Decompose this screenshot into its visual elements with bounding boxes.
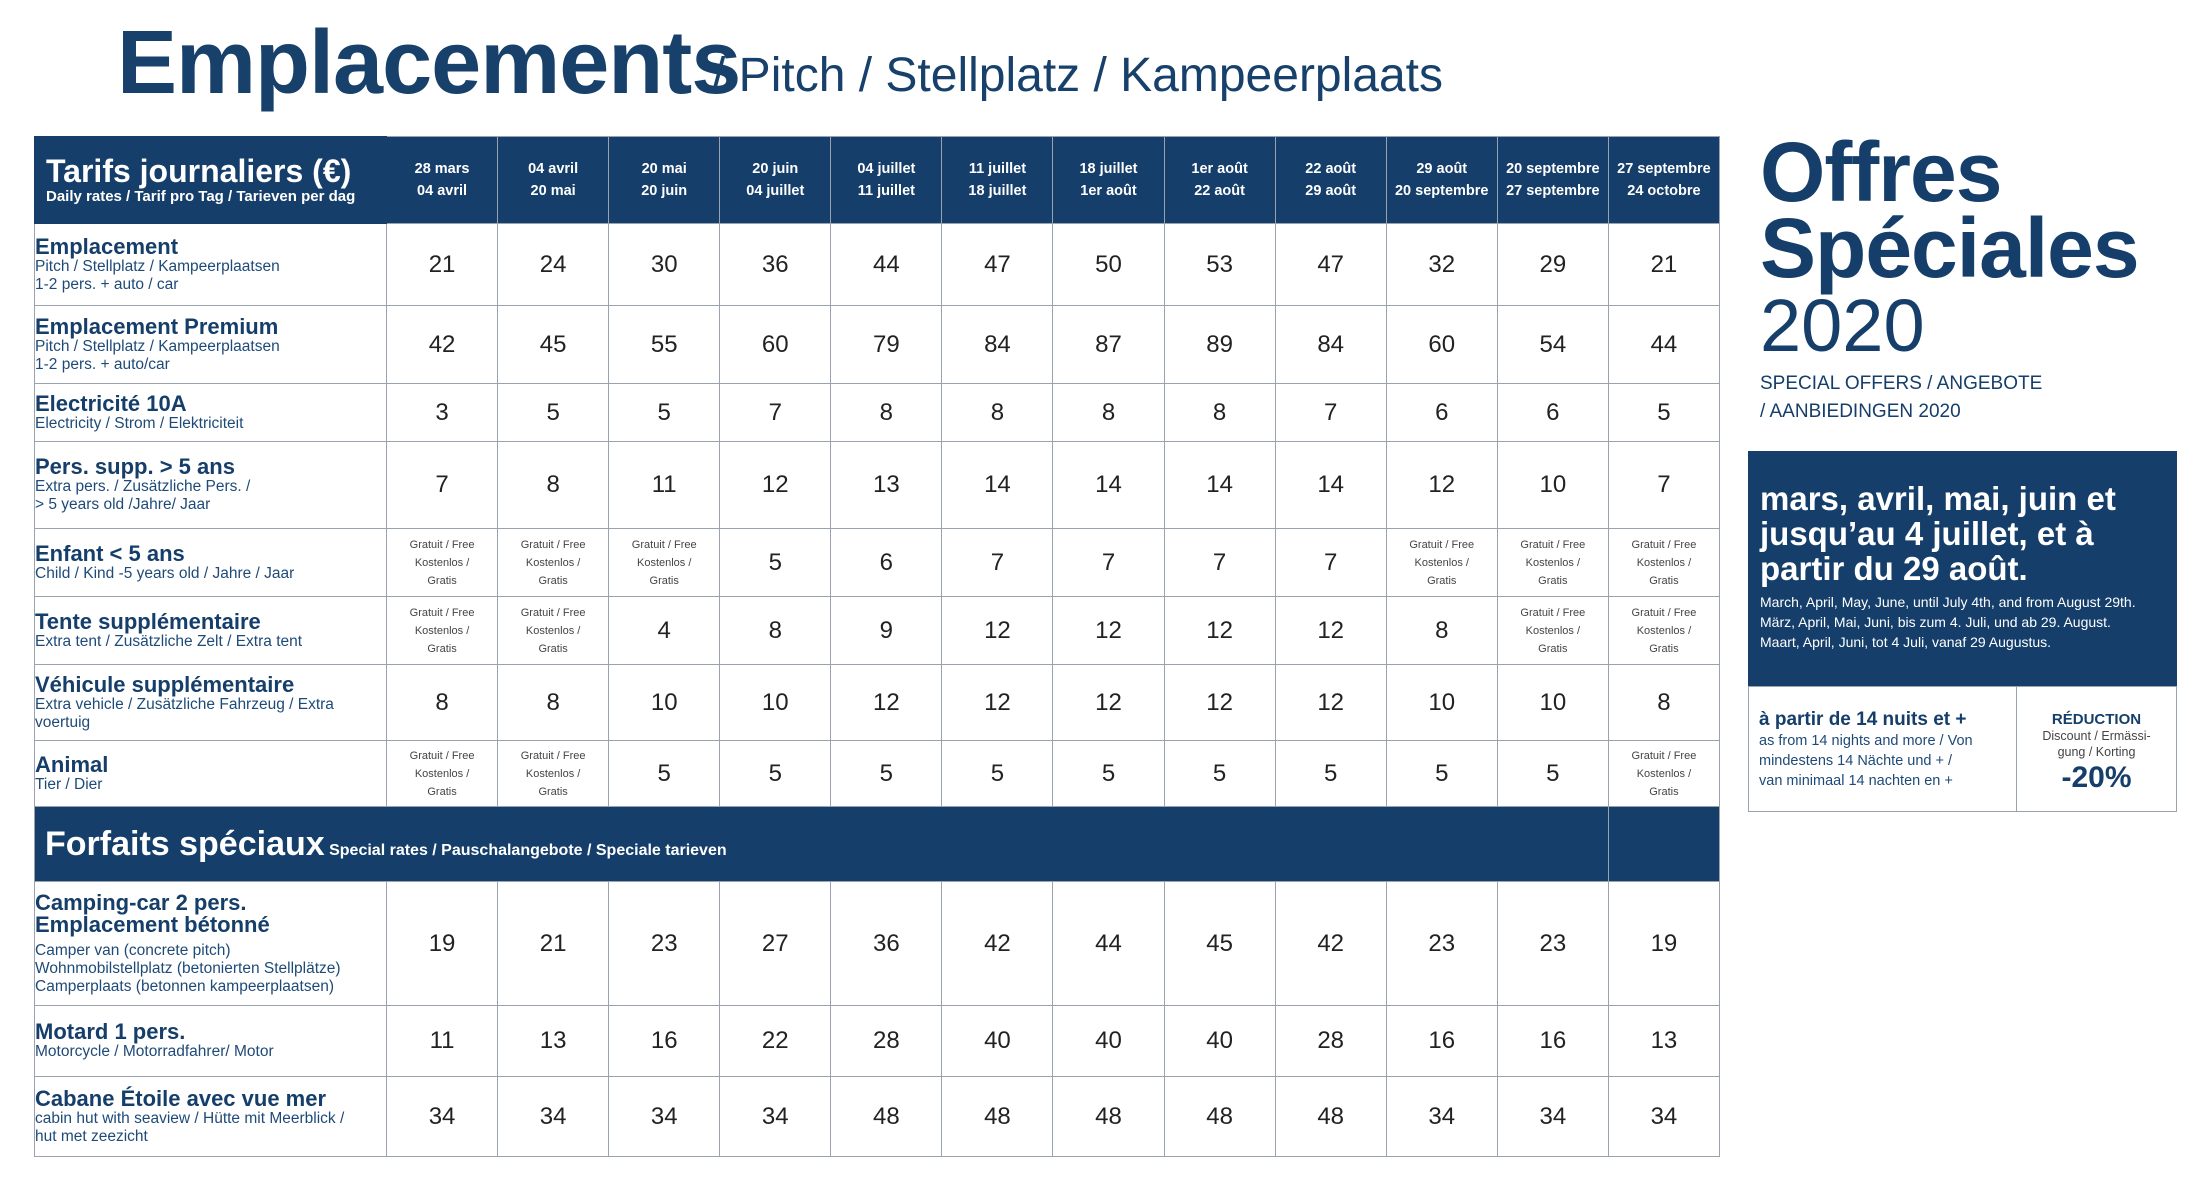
price-cell: 10 xyxy=(1497,442,1608,529)
price-cell: 7 xyxy=(720,384,831,442)
free-label: Gratuit / Free xyxy=(409,538,475,551)
period-to: 20 septembre xyxy=(1394,183,1489,199)
free-label: Gratuit / Free xyxy=(520,538,586,551)
price-cell: 8 xyxy=(831,384,942,442)
price-cell: 13 xyxy=(498,1006,609,1077)
price-free-cell xyxy=(1608,529,1719,597)
discount-amount xyxy=(2017,687,2176,811)
page-subtitle: / Pitch / Stellplatz / Kampeerplaats xyxy=(712,49,1444,102)
price-cell: 10 xyxy=(1386,665,1497,741)
price-cell: 16 xyxy=(1497,1006,1608,1077)
free-label: Gratis xyxy=(1538,574,1568,587)
price-cell: 42 xyxy=(387,306,498,384)
table-row xyxy=(35,224,1720,306)
table-header-lead xyxy=(35,137,387,224)
price-cell: 7 xyxy=(1164,529,1275,597)
free-label: Kostenlos / xyxy=(1636,556,1692,569)
price-free-cell xyxy=(1386,529,1497,597)
period-from: 20 septembre xyxy=(1506,161,1600,177)
price-cell: 47 xyxy=(942,224,1053,306)
period-to: 24 octobre xyxy=(1627,183,1701,199)
free-label: Gratis xyxy=(1538,642,1568,655)
offers-sub2: / AANBIEDINGEN 2020 xyxy=(1760,401,1961,422)
offer-dates-line: partir du 29 août. xyxy=(1760,550,2028,587)
period-from: 11 juillet xyxy=(968,161,1027,177)
discount-label-sub: Discount / Ermässi- xyxy=(2042,729,2151,743)
price-cell: 12 xyxy=(942,597,1053,665)
period-from: 18 juillet xyxy=(1079,161,1138,177)
row-title: Emplacement bétonné xyxy=(35,911,270,937)
price-free-cell xyxy=(498,741,609,807)
page-title: Emplacements xyxy=(117,13,741,113)
discount-label-sub: gung / Korting xyxy=(2057,745,2136,759)
price-cell: 5 xyxy=(720,741,831,807)
period-from: 04 juillet xyxy=(857,161,916,177)
price-cell: 36 xyxy=(831,882,942,1006)
price-cell: 5 xyxy=(498,384,609,442)
period-from: 29 août xyxy=(1416,161,1468,177)
table-row xyxy=(35,1006,1720,1077)
price-cell: 14 xyxy=(1164,442,1275,529)
price-cell: 8 xyxy=(387,665,498,741)
period-from: 22 août xyxy=(1305,161,1357,177)
period-to: 18 juillet xyxy=(968,183,1027,199)
price-cell: 28 xyxy=(1275,1006,1386,1077)
price-cell: 47 xyxy=(1275,224,1386,306)
price-cell: 89 xyxy=(1164,306,1275,384)
free-label: Kostenlos / xyxy=(525,767,581,780)
price-cell: 12 xyxy=(1386,442,1497,529)
offer-dates-sub: Maart, April, Juni, tot 4 Juli, vanaf 29 Augustus. xyxy=(1760,634,2052,650)
free-label: Gratuit / Free xyxy=(520,749,586,762)
price-cell: 8 xyxy=(1386,597,1497,665)
price-cell: 36 xyxy=(720,224,831,306)
price-cell: 27 xyxy=(720,882,831,1006)
table-row xyxy=(35,1077,1720,1157)
row-subtitle: Camper van (concrete pitch) xyxy=(35,941,231,959)
period-to: 04 juillet xyxy=(746,183,805,199)
price-cell: 5 xyxy=(831,741,942,807)
row-label xyxy=(35,741,387,807)
row-title: Cabane Étoile avec vue mer xyxy=(35,1085,327,1111)
free-label: Kostenlos / xyxy=(636,556,692,569)
offer-dates-sub: März, April, Mai, Juni, bis zum 4. Juli, und ab 29. August. xyxy=(1760,614,2111,630)
free-label: Gratis xyxy=(538,785,568,798)
period-from: 27 septembre xyxy=(1617,161,1711,177)
price-cell: 3 xyxy=(387,384,498,442)
row-label xyxy=(35,1006,387,1077)
price-cell: 7 xyxy=(1608,442,1719,529)
price-cell: 12 xyxy=(1053,665,1164,741)
period-header xyxy=(942,137,1053,224)
period-header xyxy=(1386,137,1497,224)
table-row xyxy=(35,741,1720,807)
price-cell: 8 xyxy=(942,384,1053,442)
rates-title: Tarifs journaliers (€) xyxy=(46,153,352,189)
price-cell: 12 xyxy=(1164,665,1275,741)
table-header-row xyxy=(35,137,1720,224)
period-to: 11 juillet xyxy=(857,183,915,199)
price-cell: 12 xyxy=(1164,597,1275,665)
price-free-cell xyxy=(498,529,609,597)
period-to: 20 mai xyxy=(530,183,576,199)
period-header xyxy=(1608,137,1719,224)
row-subtitle: Extra tent / Zusätzliche Zelt / Extra tent xyxy=(35,632,303,650)
row-title: Motard 1 pers. xyxy=(35,1019,186,1044)
price-cell: 19 xyxy=(387,882,498,1006)
row-subtitle: Child / Kind -5 years old / Jahre / Jaar xyxy=(35,564,295,582)
price-free-cell xyxy=(609,529,720,597)
free-label: Gratuit / Free xyxy=(1631,538,1697,551)
row-title: Animal xyxy=(35,751,109,777)
free-label: Gratuit / Free xyxy=(1409,538,1475,551)
price-cell: 5 xyxy=(1275,741,1386,807)
row-label xyxy=(35,384,387,442)
price-cell: 40 xyxy=(942,1006,1053,1077)
row-label xyxy=(35,665,387,741)
row-label xyxy=(35,306,387,384)
price-free-cell xyxy=(1608,597,1719,665)
price-cell: 9 xyxy=(831,597,942,665)
price-cell: 5 xyxy=(1386,741,1497,807)
free-label: Gratuit / Free xyxy=(631,538,697,551)
table-row xyxy=(35,597,1720,665)
row-subtitle: Camperplaats (betonnen kampeerplaatsen) xyxy=(35,977,334,995)
price-free-cell xyxy=(1608,741,1719,807)
row-label xyxy=(35,1077,387,1157)
price-cell: 30 xyxy=(609,224,720,306)
row-subtitle: hut met zeezicht xyxy=(35,1127,148,1145)
price-cell: 5 xyxy=(609,384,720,442)
period-header xyxy=(387,137,498,224)
price-cell: 24 xyxy=(498,224,609,306)
period-from: 04 avril xyxy=(528,161,579,177)
free-label: Kostenlos / xyxy=(1525,556,1581,569)
free-label: Kostenlos / xyxy=(1414,556,1469,569)
discount-condition-sub: van minimaal 14 nachten en + xyxy=(1759,773,1953,789)
price-cell: 10 xyxy=(1497,665,1608,741)
period-from: 20 mai xyxy=(641,161,687,177)
table-row xyxy=(35,306,1720,384)
free-label: Gratis xyxy=(1649,785,1679,798)
row-subtitle: Wohnmobilstellplatz (betonierten Stellplätze) xyxy=(35,959,341,977)
free-label: Kostenlos / xyxy=(1636,767,1692,780)
price-free-cell xyxy=(1497,597,1608,665)
price-cell: 12 xyxy=(1275,597,1386,665)
row-title: Véhicule supplémentaire xyxy=(35,671,295,697)
price-cell: 34 xyxy=(609,1077,720,1157)
price-cell: 23 xyxy=(609,882,720,1006)
period-to: 29 août xyxy=(1305,183,1357,199)
price-free-cell xyxy=(387,529,498,597)
price-cell: 60 xyxy=(720,306,831,384)
price-cell: 7 xyxy=(387,442,498,529)
row-label xyxy=(35,442,387,529)
price-cell: 42 xyxy=(1275,882,1386,1006)
price-cell: 21 xyxy=(1608,224,1719,306)
price-cell: 5 xyxy=(1497,741,1608,807)
price-cell: 48 xyxy=(831,1077,942,1157)
price-cell: 7 xyxy=(1275,384,1386,442)
free-label: Gratuit / Free xyxy=(409,606,475,619)
price-cell: 50 xyxy=(1053,224,1164,306)
price-cell: 21 xyxy=(387,224,498,306)
price-free-cell xyxy=(387,597,498,665)
price-cell: 19 xyxy=(1608,882,1719,1006)
price-cell: 48 xyxy=(1275,1077,1386,1157)
price-cell: 6 xyxy=(1497,384,1608,442)
row-subtitle: Extra pers. / Zusätzliche Pers. / xyxy=(35,478,251,495)
discount-condition-sub: mindestens 14 Nächte und + / xyxy=(1759,753,1953,769)
free-label: Kostenlos / xyxy=(414,624,470,637)
period-from: 28 mars xyxy=(414,161,470,177)
row-subtitle: cabin hut with seaview / Hütte mit Meerblick / xyxy=(35,1109,345,1127)
price-cell: 12 xyxy=(1053,597,1164,665)
price-cell: 34 xyxy=(1497,1077,1608,1157)
price-cell: 10 xyxy=(609,665,720,741)
price-cell: 23 xyxy=(1497,882,1608,1006)
price-cell: 42 xyxy=(942,882,1053,1006)
row-subtitle: 1-2 pers. + auto/car xyxy=(35,355,170,373)
row-subtitle: Extra vehicle / Zusätzliche Fahrzeug / Extra xyxy=(35,695,334,713)
row-title: Camping-car 2 pers. xyxy=(35,889,247,915)
row-label xyxy=(35,597,387,665)
price-cell: 44 xyxy=(831,224,942,306)
price-cell: 14 xyxy=(1053,442,1164,529)
section-subtitle: Special rates / Pauschalangebote / Speciale tarieven xyxy=(329,841,727,859)
price-cell: 5 xyxy=(1164,741,1275,807)
row-subtitle: Tier / Dier xyxy=(35,775,103,793)
price-cell: 60 xyxy=(1386,306,1497,384)
price-cell: 14 xyxy=(1275,442,1386,529)
row-subtitle: > 5 years old /Jahre/ Jaar xyxy=(35,496,211,513)
row-subtitle: Pitch / Stellplatz / Kampeerplaatsen xyxy=(35,257,280,275)
price-cell: 8 xyxy=(720,597,831,665)
section-title: Forfaits spéciaux xyxy=(45,824,325,863)
offer-dates-line: jusqu’au 4 juillet, et à xyxy=(1760,515,2094,552)
free-label: Kostenlos / xyxy=(525,624,581,637)
price-cell: 12 xyxy=(831,665,942,741)
price-cell: 48 xyxy=(942,1077,1053,1157)
price-cell: 6 xyxy=(1386,384,1497,442)
price-cell: 34 xyxy=(498,1077,609,1157)
price-cell: 8 xyxy=(1164,384,1275,442)
free-label: Gratis xyxy=(427,642,457,655)
price-cell: 21 xyxy=(498,882,609,1006)
table-row xyxy=(35,529,1720,597)
row-label xyxy=(35,882,387,1006)
price-cell: 10 xyxy=(720,665,831,741)
period-header xyxy=(1275,137,1386,224)
row-subtitle: 1-2 pers. + auto / car xyxy=(35,275,179,293)
row-subtitle: Motorcycle / Motorradfahrer/ Motor xyxy=(35,1043,274,1060)
free-label: Gratis xyxy=(1649,574,1679,587)
price-free-cell xyxy=(1497,529,1608,597)
free-label: Kostenlos / xyxy=(525,556,581,569)
period-to: 27 septembre xyxy=(1506,183,1600,199)
offer-dates-line: mars, avril, mai, juin et xyxy=(1760,480,2116,517)
row-subtitle: voertuig xyxy=(35,713,91,731)
price-cell: 84 xyxy=(942,306,1053,384)
free-label: Gratuit / Free xyxy=(1631,749,1697,762)
period-from: 1er août xyxy=(1191,161,1248,177)
period-header xyxy=(720,137,831,224)
free-label: Gratis xyxy=(538,642,568,655)
row-label xyxy=(35,224,387,306)
price-cell: 5 xyxy=(1608,384,1719,442)
rates-table xyxy=(34,136,1720,1157)
price-cell: 5 xyxy=(720,529,831,597)
price-cell: 34 xyxy=(387,1077,498,1157)
price-cell: 6 xyxy=(831,529,942,597)
price-cell: 8 xyxy=(498,665,609,741)
row-title: Emplacement xyxy=(35,233,179,259)
offers-title-line2: Spéciales xyxy=(1760,201,2139,295)
period-to: 1er août xyxy=(1080,183,1137,199)
price-cell: 12 xyxy=(942,665,1053,741)
price-cell: 16 xyxy=(1386,1006,1497,1077)
period-header xyxy=(1053,137,1164,224)
offer-dates-sub: March, April, May, June, until July 4th, and from August 29th. xyxy=(1760,594,2136,610)
free-label: Kostenlos / xyxy=(1636,624,1692,637)
offers-sub1: SPECIAL OFFERS / ANGEBOTE xyxy=(1760,373,2043,394)
period-header xyxy=(1497,137,1608,224)
free-label: Gratis xyxy=(649,574,679,587)
free-label: Gratuit / Free xyxy=(1520,538,1586,551)
free-label: Kostenlos / xyxy=(414,767,470,780)
discount-percent: -20% xyxy=(2061,761,2132,794)
price-cell: 22 xyxy=(720,1006,831,1077)
row-subtitle: Pitch / Stellplatz / Kampeerplaatsen xyxy=(35,337,280,355)
period-header xyxy=(609,137,720,224)
period-header xyxy=(1164,137,1275,224)
price-cell: 48 xyxy=(1164,1077,1275,1157)
price-cell: 87 xyxy=(1053,306,1164,384)
section-filler xyxy=(1608,807,1719,882)
period-header xyxy=(498,137,609,224)
table-row xyxy=(35,384,1720,442)
row-label xyxy=(35,529,387,597)
free-label: Gratis xyxy=(427,785,457,798)
price-cell: 5 xyxy=(609,741,720,807)
price-cell: 55 xyxy=(609,306,720,384)
price-cell: 28 xyxy=(831,1006,942,1077)
free-label: Gratis xyxy=(538,574,568,587)
section-header xyxy=(35,807,1609,882)
price-cell: 40 xyxy=(1164,1006,1275,1077)
free-label: Gratis xyxy=(1427,574,1457,587)
price-cell: 45 xyxy=(1164,882,1275,1006)
price-free-cell xyxy=(498,597,609,665)
period-to: 04 avril xyxy=(417,183,468,199)
price-cell: 8 xyxy=(498,442,609,529)
rates-subtitle: Daily rates / Tarif pro Tag / Tarieven per dag xyxy=(46,188,356,205)
price-cell: 34 xyxy=(1608,1077,1719,1157)
free-label: Gratis xyxy=(1649,642,1679,655)
row-title: Emplacement Premium xyxy=(35,313,279,339)
discount-label: RÉDUCTION xyxy=(2051,711,2142,728)
price-cell: 34 xyxy=(1386,1077,1497,1157)
discount-condition-title: à partir de 14 nuits et + xyxy=(1759,709,1967,730)
price-cell: 7 xyxy=(942,529,1053,597)
price-cell: 12 xyxy=(720,442,831,529)
free-label: Kostenlos / xyxy=(414,556,470,569)
price-cell: 79 xyxy=(831,306,942,384)
period-to: 20 juin xyxy=(641,183,688,199)
period-header xyxy=(831,137,942,224)
price-cell: 16 xyxy=(609,1006,720,1077)
price-cell: 13 xyxy=(1608,1006,1719,1077)
price-cell: 40 xyxy=(1053,1006,1164,1077)
price-cell: 44 xyxy=(1053,882,1164,1006)
price-cell: 32 xyxy=(1386,224,1497,306)
free-label: Gratuit / Free xyxy=(1631,606,1697,619)
free-label: Gratuit / Free xyxy=(520,606,586,619)
row-title: Enfant < 5 ans xyxy=(35,540,185,566)
price-cell: 23 xyxy=(1386,882,1497,1006)
free-label: Gratuit / Free xyxy=(1520,606,1586,619)
price-cell: 8 xyxy=(1608,665,1719,741)
offers-year: 2020 xyxy=(1760,284,1925,367)
price-cell: 84 xyxy=(1275,306,1386,384)
price-cell: 29 xyxy=(1497,224,1608,306)
table-row xyxy=(35,665,1720,741)
price-cell: 7 xyxy=(1275,529,1386,597)
price-cell: 34 xyxy=(720,1077,831,1157)
price-cell: 53 xyxy=(1164,224,1275,306)
discount-box xyxy=(1748,686,2177,812)
price-cell: 45 xyxy=(498,306,609,384)
period-from: 20 juin xyxy=(752,161,799,177)
discount-condition-sub: as from 14 nights and more / Von xyxy=(1759,733,1973,749)
price-cell: 5 xyxy=(942,741,1053,807)
price-cell: 13 xyxy=(831,442,942,529)
table-row xyxy=(35,882,1720,1006)
free-label: Gratuit / Free xyxy=(409,749,475,762)
free-label: Gratis xyxy=(427,574,457,587)
price-cell: 5 xyxy=(1053,741,1164,807)
price-free-cell xyxy=(387,741,498,807)
free-label: Kostenlos / xyxy=(1525,624,1581,637)
price-cell: 7 xyxy=(1053,529,1164,597)
price-cell: 11 xyxy=(387,1006,498,1077)
table-row xyxy=(35,442,1720,529)
special-rates-section xyxy=(35,807,1720,882)
price-cell: 4 xyxy=(609,597,720,665)
price-cell: 11 xyxy=(609,442,720,529)
price-cell: 14 xyxy=(942,442,1053,529)
special-offers-heading xyxy=(1760,125,2139,426)
price-cell: 44 xyxy=(1608,306,1719,384)
price-cell: 54 xyxy=(1497,306,1608,384)
discount-condition xyxy=(1749,687,2017,811)
offers-title-line1: Offres xyxy=(1760,125,2002,219)
row-subtitle: Electricity / Strom / Elektriciteit xyxy=(35,414,244,432)
price-cell: 48 xyxy=(1053,1077,1164,1157)
offer-dates-box xyxy=(1748,451,2177,686)
price-cell: 12 xyxy=(1275,665,1386,741)
row-title: Electricité 10A xyxy=(35,390,187,416)
price-cell: 8 xyxy=(1053,384,1164,442)
row-title: Tente supplémentaire xyxy=(35,608,261,634)
row-title: Pers. supp. > 5 ans xyxy=(35,454,235,479)
period-to: 22 août xyxy=(1194,183,1245,199)
